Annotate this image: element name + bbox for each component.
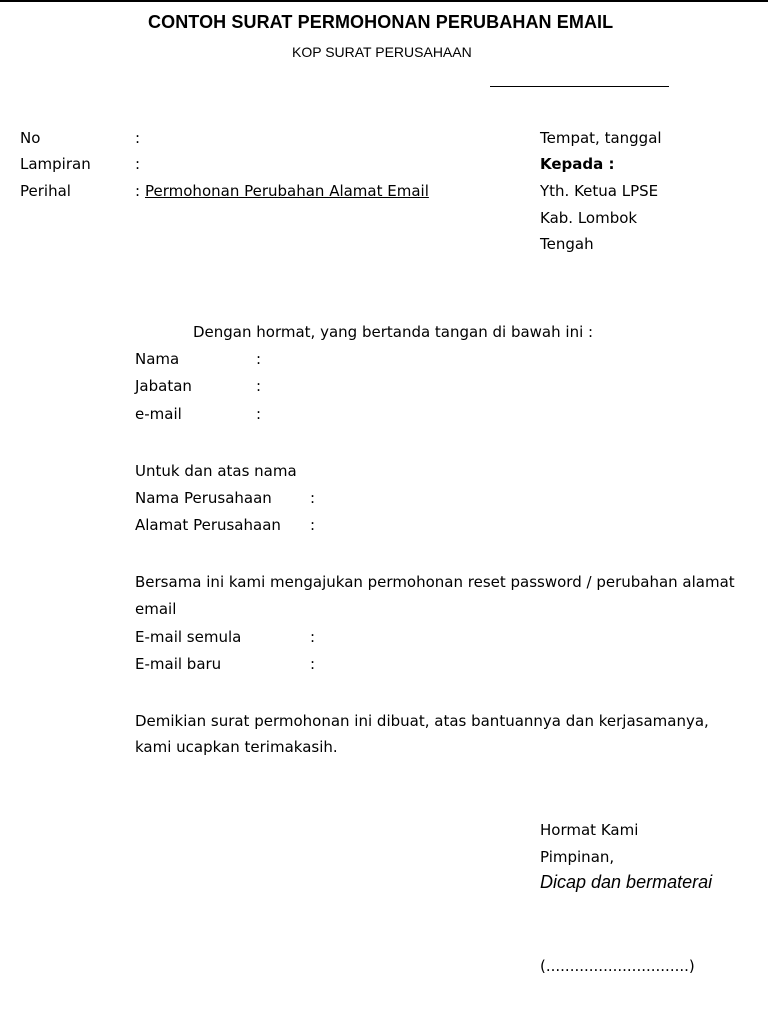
letter-title: CONTOH SURAT PERMOHONAN PERUBAHAN EMAIL	[148, 12, 614, 32]
closing-line-2: kami ucapkan terimakasih.	[135, 738, 338, 756]
on-behalf-text: Untuk dan atas nama	[135, 462, 297, 480]
lampiran-label: Lampiran	[20, 155, 91, 173]
field-colon-alamat-perusahaan: :	[310, 516, 316, 534]
request-line-1: Bersama ini kami mengajukan permohonan reset password / perubahan alamat	[135, 573, 735, 591]
field-label-email-semula: E-mail semula	[135, 628, 242, 646]
field-label-alamat-perusahaan: Alamat Perusahaan	[135, 516, 281, 534]
top-border-line	[0, 0, 768, 2]
no-label: No	[20, 129, 41, 147]
letterhead-underline	[490, 86, 669, 87]
signer-name-placeholder: (..............................)	[540, 957, 695, 975]
perihal-colon: :	[135, 182, 141, 200]
perihal-label: Perihal	[20, 182, 71, 200]
recipient-line-1: Yth. Ketua LPSE	[540, 182, 659, 200]
field-label-nama-perusahaan: Nama Perusahaan	[135, 489, 272, 507]
to-label: Kepada :	[540, 155, 615, 173]
perihal-value: Permohonan Perubahan Alamat Email	[145, 182, 429, 200]
place-date: Tempat, tanggal	[540, 129, 662, 147]
field-colon-email-baru: :	[310, 655, 316, 673]
signer-position: Pimpinan,	[540, 848, 615, 866]
greeting: Dengan hormat, yang bertanda tangan di bawah ini :	[193, 323, 594, 341]
field-label-email-baru: E-mail baru	[135, 655, 222, 673]
recipient-line-2: Kab. Lombok	[540, 209, 638, 227]
field-colon-nama: :	[256, 350, 262, 368]
letterhead-placeholder: KOP SURAT PERUSAHAAN	[292, 44, 472, 60]
stamp-note: Dicap dan bermaterai	[540, 872, 713, 892]
field-colon-nama-perusahaan: :	[310, 489, 316, 507]
request-line-2: email	[135, 600, 177, 618]
regards-text: Hormat Kami	[540, 821, 639, 839]
field-colon-jabatan: :	[256, 377, 262, 395]
field-label-email: e-mail	[135, 405, 182, 423]
field-label-nama: Nama	[135, 350, 180, 368]
field-colon-email-semula: :	[310, 628, 316, 646]
lampiran-colon: :	[135, 155, 141, 173]
closing-line-1: Demikian surat permohonan ini dibuat, atas bantuannya dan kerjasamanya,	[135, 712, 709, 730]
no-colon: :	[135, 129, 141, 147]
field-colon-email: :	[256, 405, 262, 423]
field-label-jabatan: Jabatan	[135, 377, 192, 395]
recipient-line-3: Tengah	[540, 235, 594, 253]
